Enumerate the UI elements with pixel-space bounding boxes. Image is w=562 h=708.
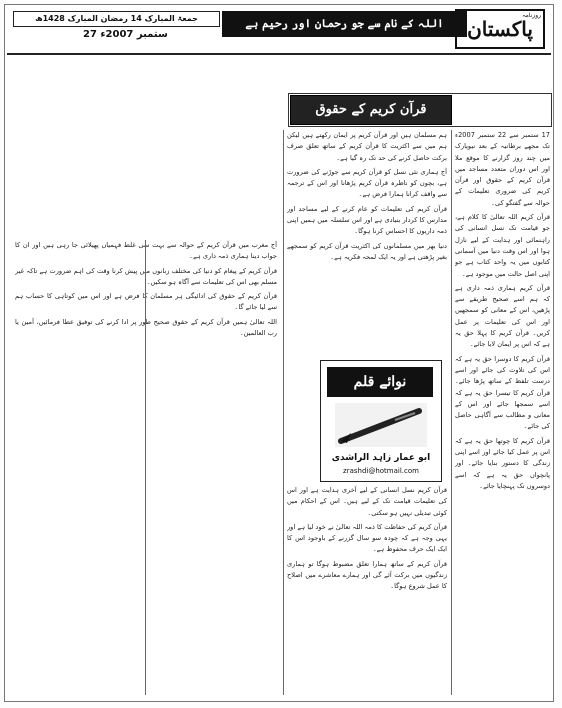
paragraph: قرآن کریم کی حفاظت کا ذمہ اللہ تعالیٰ نے خود لیا ہے اور یہی وجہ ہے کہ چودہ سو سال گزرنے کے باوجود اس کا ایک ایک حرف محفوظ ہے۔ [287, 522, 447, 554]
paragraph: آج مغرب میں قرآن کریم کے حوالہ سے بہت سی غلط فہمیاں پھیلائی جا رہی ہیں اور ان کا جواب دینا ہماری ذمہ داری ہے۔ [15, 241, 277, 261]
dateline-gregorian: 27 ستمبر 2007ء [83, 29, 168, 40]
text-column-1 [455, 130, 550, 695]
dateline-hijri: جمعۃ المبارک 14 رمضان المبارک 1428ھ [13, 11, 220, 27]
column-title: نوائے قلم [327, 367, 433, 397]
newspaper-page [4, 4, 554, 702]
logo-subtitle: روزنامہ [522, 12, 541, 19]
bismillah-banner: اللہ کے نام سے جو رحمان اور رحیم ہے [222, 11, 467, 37]
paragraph: دنیا بھر میں مسلمانوں کی اکثریت قرآن کریم کو سمجھے بغیر پڑھتی ہے اور یہ ایک لمحہ فکریہ ہے۔ [287, 241, 447, 261]
masthead [7, 7, 551, 51]
paragraph: قرآن کریم کا دوسرا حق یہ ہے کہ اس کی تلاوت کی جائے اور اسے درست تلفظ کے ساتھ پڑھا جائے۔ قرآن کریم کا تیسرا حق یہ ہے کہ اسے سمجھا جائے اور اس کے معانی و مطالب سے آگاہی حاصل کی جائے۔ [455, 354, 550, 431]
paragraph: قرآن کریم کے ساتھ ہمارا تعلق مضبوط ہوگا تو ہماری زندگیوں میں برکت آئے گی اور ہمارے معاشرے میں اصلاح کا عمل شروع ہوگا۔ [287, 559, 447, 591]
author-email: zrashdi@hotmail.com [343, 467, 419, 475]
column-divider [451, 130, 452, 695]
masthead-rule [7, 53, 551, 55]
paragraph: قرآن کریم کا چوتھا حق یہ ہے کہ اس پر عمل کیا جائے اور اسے اپنی زندگی کا دستور بنایا جائے۔ اور پانچواں حق یہ ہے کہ اسے دوسروں تک پہنچایا جائے۔ [455, 436, 550, 490]
paragraph: ہم مسلمان ہیں اور قرآن کریم پر ایمان رکھتے ہیں لیکن ہم میں سے اکثریت کا قرآن کریم کے ساتھ تعلق صرف برکت حاصل کرنے کی حد تک رہ گیا ہے۔ [287, 131, 447, 162]
paragraph: اللہ تعالیٰ ہمیں قرآن کریم کے حقوق صحیح طور پر ادا کرنے کی توفیق عطا فرمائیں، آمین یا رب العالمین۔ [15, 317, 277, 338]
author-byline: ابو عمار زاہد الراشدی [331, 453, 431, 463]
paragraph: قرآن کریم اللہ تعالیٰ کا کلام ہے، جو قیامت تک نسل انسانی کی راہنمائی اور ہدایت کے لیے نازل ہوا اور اس وقت دنیا میں آسمانی کتابوں میں یہ واحد کتاب ہے جو اپنی اصل حالت میں موجود ہے۔ [455, 213, 550, 278]
newspaper-logo [455, 9, 545, 49]
paragraph: 17 ستمبر سے 22 ستمبر 2007ء تک مجھے برطانیہ کے بعد نیویارک میں چند روز گزارنے کا موقع ملا اور اس دوران متعدد مساجد میں قرآن کریم کے حقوق اور قرآن کریم کی ضروری تعلیمات کے حوالہ سے گفتگو کی۔ [455, 131, 550, 207]
text-column-4 [15, 240, 277, 695]
column-divider [283, 130, 284, 695]
paragraph: قرآن کریم ہماری ذمہ داری ہے کہ ہم اسے صحیح طریقے سے پڑھیں، اس کے معانی کو سمجھیں اور اس کی تعلیمات پر عمل کریں۔ قرآن کریم کا پہلا حق یہ ہے کہ اس پر ایمان لایا جائے۔ [455, 283, 550, 349]
paragraph: قرآن کریم کی تعلیمات کو عام کرنے کے لیے مساجد اور مدارس کا کردار بنیادی ہے اور اس سلسلہ میں ہمیں اپنی ذمہ داریوں کا احساس کرنا ہوگا۔ [287, 204, 447, 236]
paragraph: قرآن کریم کے حقوق کی ادائیگی ہر مسلمان کا فرض ہے اور اس میں کوتاہی کا حساب ہم سے لیا جائے گا۔ [15, 292, 277, 312]
paragraph: قرآن کریم نسل انسانی کے لیے آخری ہدایت ہے اور اس کی تعلیمات قیامت تک کے لیے ہیں۔ اس کے احکام میں کوئی تبدیلی نہیں ہو سکتی۔ [287, 486, 447, 517]
paragraph: قرآن کریم کے پیغام کو دنیا کی مختلف زبانوں میں پیش کرنا وقت کی اہم ضرورت ہے تاکہ غیر مسلم بھی اس کی تعلیمات سے آگاہ ہو سکیں۔ [15, 266, 277, 286]
text-column-3 [287, 485, 447, 695]
text-column-2 [287, 130, 447, 355]
logo-text: پاکستان [467, 17, 533, 41]
pen-icon [335, 403, 427, 447]
paragraph: آج ہماری نئی نسل کو قرآن کریم سے جوڑنے کی ضرورت ہے، بچوں کو ناظرہ قرآن کریم پڑھانا اور اس کے ترجمہ سے واقف کرانا ہمارا فرض ہے۔ [287, 167, 447, 199]
columnist-box [320, 360, 442, 482]
column-divider [145, 240, 146, 695]
dateline [13, 11, 218, 49]
article-headline: قرآن کریم کے حقوق [290, 95, 452, 125]
